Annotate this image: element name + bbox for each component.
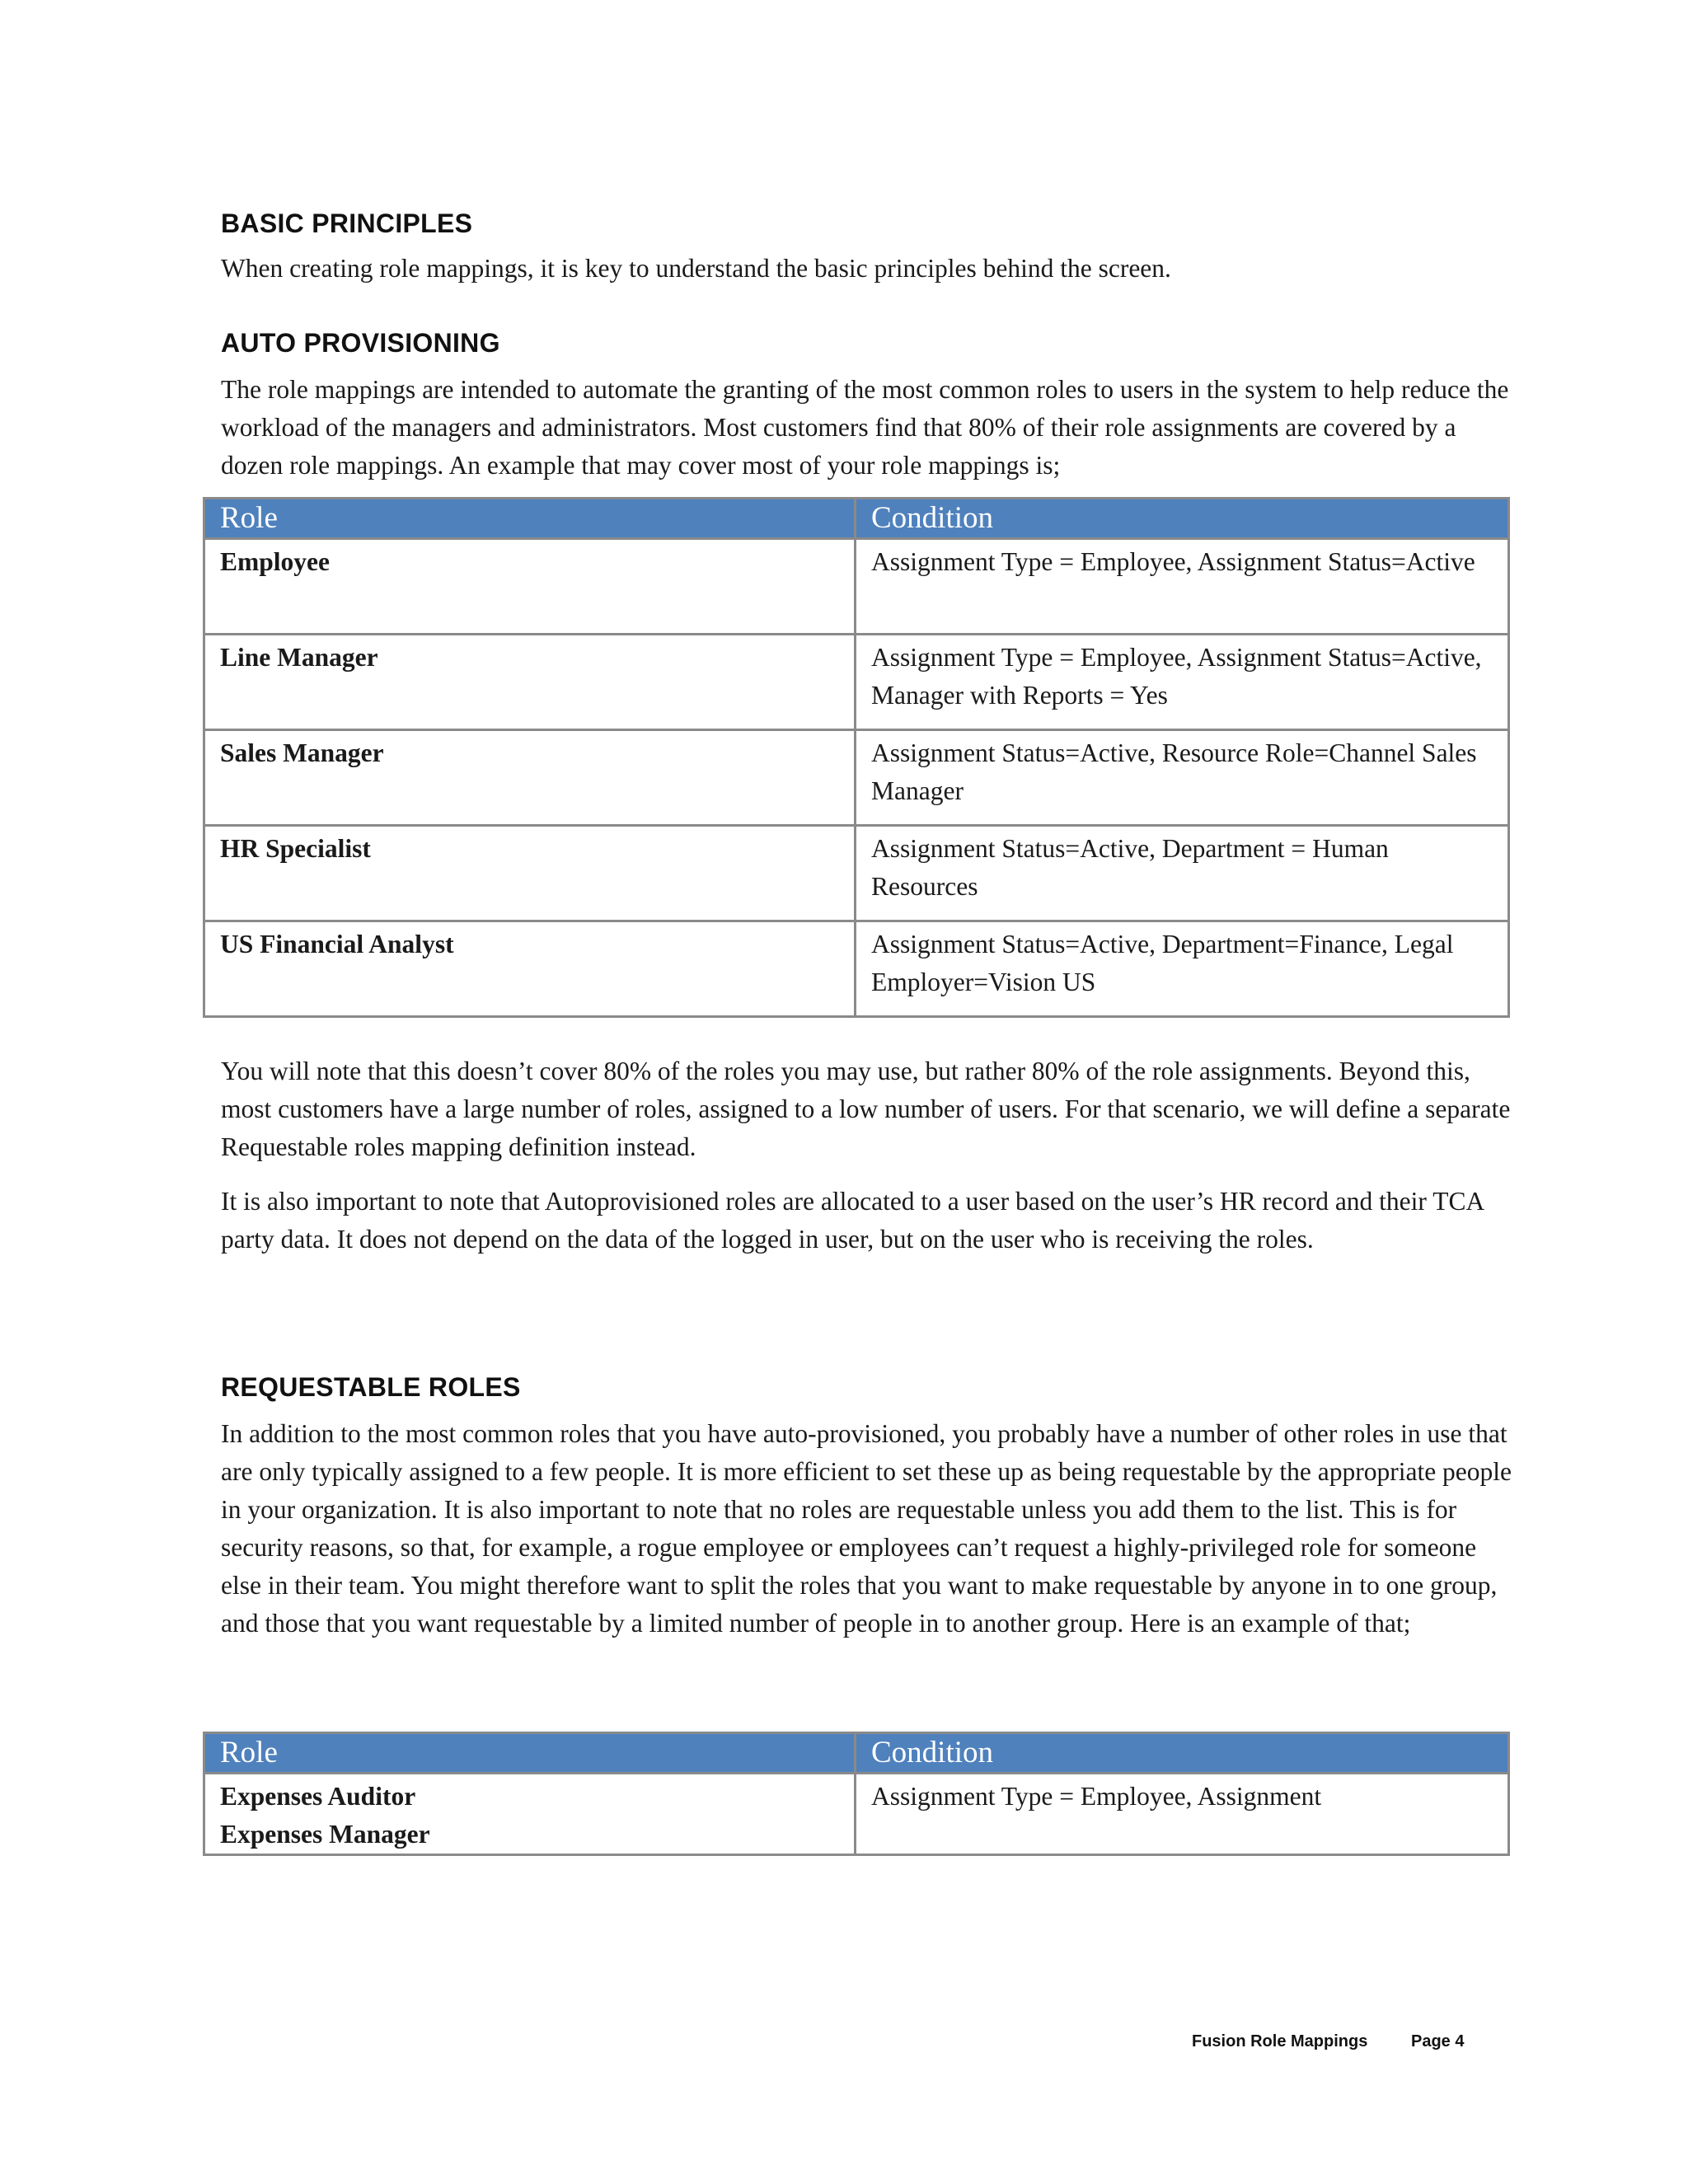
role-cell: Line Manager xyxy=(204,635,856,730)
role-cell: US Financial Analyst xyxy=(204,921,856,1017)
role-cell: Sales Manager xyxy=(204,730,856,826)
role-name: Expenses Auditor xyxy=(220,1782,416,1811)
requestable-roles-table xyxy=(203,1732,1510,1856)
condition-cell: Assignment Status=Active, Resource Role=Channel Sales Manager xyxy=(856,730,1509,826)
requestable-roles-text: In addition to the most common roles that you have auto-provisioned, you probably have a number of other roles in use that are only typically assigned to a few people. It is more efficient to set these up as being requestable by the appropriate people in your organization. It is also important to note that no roles are requestable unless you add them to the list. This is for security reasons, so that, for example, a rogue employee or employees can’t request a highly-privileged role for someone else in their team. You might therefore want to split the roles that you want to make requestable by anyone in to one group, and those that you want requestable by a limited number of people in to another group. Here is an example of that; xyxy=(221,1419,1512,1638)
role-name: Expenses Manager xyxy=(220,1820,430,1849)
table-row xyxy=(204,730,1509,826)
condition-column-header: Condition xyxy=(856,499,1509,539)
auto-provisioning-intro: The role mappings are intended to automate the granting of the most common roles to users in the system to help reduce the workload of the managers and administrators. Most customers find that 80% of their role assignments are covered by a dozen role mappings. An example that may cover most of your role mappings is; xyxy=(221,375,1509,480)
footer-document-title: Fusion Role Mappings xyxy=(1192,2032,1368,2050)
condition-cell: Assignment Status=Active, Department = Human Resources xyxy=(856,826,1509,921)
basic-principles-heading: BASIC PRINCIPLES xyxy=(221,209,473,238)
table-row xyxy=(204,921,1509,1017)
table-header-row xyxy=(204,499,1509,539)
condition-cell: Assignment Type = Employee, Assignment Status=Active xyxy=(856,539,1509,635)
auto-provisioning-heading: AUTO PROVISIONING xyxy=(221,328,500,358)
table-row xyxy=(204,539,1509,635)
condition-cell: Assignment Type = Employee, Assignment xyxy=(856,1774,1509,1855)
role-column-header: Role xyxy=(204,1733,856,1774)
condition-cell: Assignment Status=Active, Department=Finance, Legal Employer=Vision US xyxy=(856,921,1509,1017)
table-row xyxy=(204,635,1509,730)
role-column-header: Role xyxy=(204,499,856,539)
table-row xyxy=(204,1774,1509,1855)
auto-provisioning-note-1: You will note that this doesn’t cover 80% of the roles you may use, but rather 80% of the role assignments. Beyond this, most customers have a large number of roles, assigned to a low number of users. For that scenario, we will define a separate Requestable roles mapping definition instead. xyxy=(221,1057,1511,1161)
condition-column-header: Condition xyxy=(856,1733,1509,1774)
condition-cell: Assignment Type = Employee, Assignment Status=Active, Manager with Reports = Yes xyxy=(856,635,1509,730)
role-cell xyxy=(204,1774,856,1855)
role-cell: Employee xyxy=(204,539,856,635)
table-header-row xyxy=(204,1733,1509,1774)
requestable-roles-heading: REQUESTABLE ROLES xyxy=(221,1372,521,1402)
basic-principles-text: When creating role mappings, it is key to understand the basic principles behind the screen. xyxy=(221,254,1171,283)
role-cell: HR Specialist xyxy=(204,826,856,921)
table-row xyxy=(204,826,1509,921)
auto-provisioning-note-2: It is also important to note that Autoprovisioned roles are allocated to a user based on the user’s HR record and their TCA party data. It does not depend on the data of the logged in user, but on the user who is receiving the roles. xyxy=(221,1187,1484,1254)
footer-page-number: Page 4 xyxy=(1411,2032,1465,2050)
auto-provisioning-table xyxy=(203,497,1510,1018)
